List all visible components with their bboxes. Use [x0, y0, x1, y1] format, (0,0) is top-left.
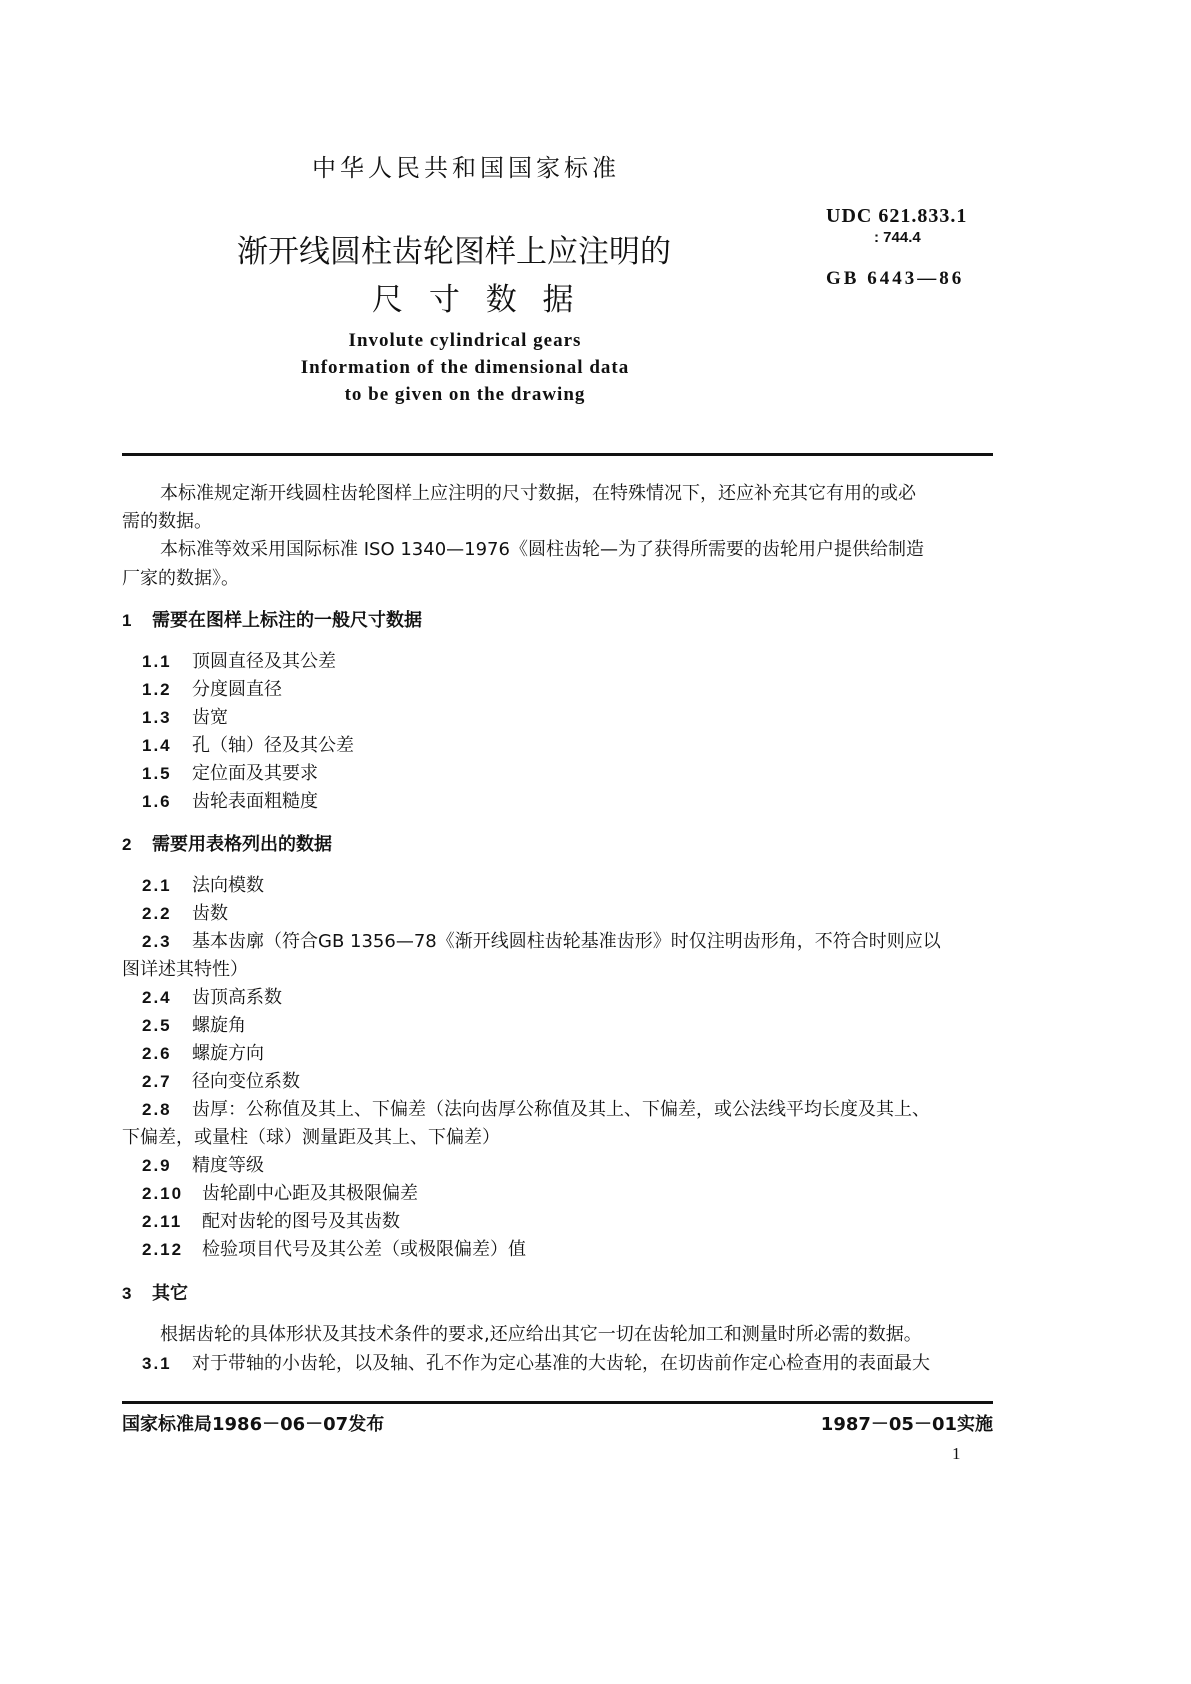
item-number: 2.4 — [142, 988, 172, 1007]
list-item — [142, 703, 228, 729]
page-number: 1 — [952, 1444, 961, 1463]
item-text: 检验项目代号及其公差（或极限偏差）值 — [202, 1239, 526, 1260]
intro-p2-line2: 厂家的数据》。 — [122, 568, 239, 589]
section-title: 其它 — [152, 1283, 188, 1304]
footer-divider — [122, 1401, 993, 1404]
item-text: 齿轮表面粗糙度 — [192, 791, 318, 812]
item-number: 2.11 — [142, 1212, 183, 1231]
list-item — [142, 983, 282, 1009]
item-text: 法向模数 — [192, 875, 264, 896]
item-number: 2.6 — [142, 1044, 172, 1063]
item-text: 螺旋方向 — [192, 1043, 264, 1064]
list-item — [142, 787, 318, 813]
list-item — [142, 1151, 264, 1177]
item-number: 1.6 — [142, 792, 172, 811]
intro-p1-line2: 需的数据。 — [122, 511, 212, 532]
intro-p1-line1: 本标准规定渐开线圆柱齿轮图样上应注明的尺寸数据，在特殊情况下，还应补充其它有用的或必 — [160, 483, 916, 504]
item-text: 顶圆直径及其公差 — [192, 651, 336, 672]
section-3-paragraph: 根据齿轮的具体形状及其技术条件的要求,还应给出其它一切在齿轮加工和测量时所必需的数据。 — [160, 1324, 922, 1345]
list-item-continuation: 下偏差，或量柱（球）测量距及其上、下偏差） — [122, 1127, 500, 1148]
list-item — [142, 1039, 264, 1065]
item-text: 分度圆直径 — [192, 679, 282, 700]
item-number: 2.12 — [142, 1240, 184, 1259]
item-text: 定位面及其要求 — [192, 763, 318, 784]
list-item — [142, 675, 282, 701]
item-text: 对于带轴的小齿轮，以及轴、孔不作为定心基准的大齿轮，在切齿前作定心检查用的表面最大 — [192, 1353, 930, 1374]
item-number: 1.5 — [142, 764, 172, 783]
item-number: 1.3 — [142, 708, 172, 727]
item-text: 径向变位系数 — [192, 1071, 300, 1092]
section-3-heading — [122, 1279, 188, 1305]
item-number: 1.1 — [142, 652, 172, 671]
item-number: 2.2 — [142, 904, 172, 923]
section-title: 需要在图样上标注的一般尺寸数据 — [152, 610, 422, 631]
list-item — [142, 1011, 246, 1037]
list-item — [142, 871, 264, 897]
item-number: 2.8 — [142, 1100, 172, 1119]
list-item — [142, 1095, 930, 1121]
english-title-line3: to be given on the drawing — [344, 384, 586, 405]
udc-code-cont: : 744.4 — [874, 229, 921, 246]
list-item — [142, 1067, 300, 1093]
section-title: 需要用表格列出的数据 — [152, 834, 332, 855]
item-text: 孔（轴）径及其公差 — [192, 735, 354, 756]
section-2-heading — [122, 830, 332, 856]
item-text: 齿数 — [192, 903, 228, 924]
effective-date: 1987－05－01实施 — [820, 1414, 993, 1435]
section-1-heading — [122, 606, 422, 632]
item-number: 2.7 — [142, 1072, 172, 1091]
item-number: 1.4 — [142, 736, 172, 755]
item-text: 基本齿廓（符合GB 1356—78《渐开线圆柱齿轮基准齿形》时仅注明齿形角，不符合时则应以 — [192, 931, 941, 952]
item-number: 2.10 — [142, 1184, 184, 1203]
item-text: 螺旋角 — [192, 1015, 246, 1036]
item-text: 齿厚：公称值及其上、下偏差（法向齿厚公称值及其上、下偏差，或公法线平均长度及其上、 — [192, 1099, 930, 1120]
intro-p2-line1: 本标准等效采用国际标准 ISO 1340—1976《圆柱齿轮—为了获得所需要的齿轮用户提供给制造 — [160, 539, 924, 560]
list-item — [142, 1349, 930, 1375]
list-item — [142, 1179, 418, 1205]
item-number: 1.2 — [142, 680, 172, 699]
item-text: 配对齿轮的图号及其齿数 — [202, 1211, 400, 1232]
national-standard-heading: 中华人民共和国国家标准 — [312, 154, 620, 182]
item-number: 2.1 — [142, 876, 172, 895]
list-item — [142, 731, 354, 757]
item-number: 3.1 — [142, 1354, 172, 1373]
list-item — [142, 1235, 526, 1261]
english-title-line1: Involute cylindrical gears — [348, 330, 582, 351]
item-text: 齿轮副中心距及其极限偏差 — [202, 1183, 418, 1204]
section-number: 2 — [122, 835, 134, 854]
item-text: 精度等级 — [192, 1155, 264, 1176]
list-item — [142, 759, 318, 785]
section-number: 3 — [122, 1284, 134, 1303]
english-title-line2: Information of the dimensional data — [300, 357, 630, 378]
list-item-continuation: 图详述其特性） — [122, 959, 248, 980]
item-text: 齿宽 — [192, 707, 228, 728]
header-divider — [122, 453, 993, 456]
document-title-line1: 渐开线圆柱齿轮图样上应注明的 — [237, 234, 671, 270]
item-number: 2.5 — [142, 1016, 172, 1035]
item-text: 齿顶高系数 — [192, 987, 282, 1008]
gb-code: GB 6443—86 — [826, 268, 965, 289]
udc-code: UDC 621.833.1 — [826, 205, 968, 227]
list-item — [142, 899, 228, 925]
list-item — [142, 647, 336, 673]
document-title-line2: 尺 寸 数 据 — [372, 282, 582, 318]
issued-date: 国家标准局1986－06－07发布 — [122, 1414, 385, 1435]
list-item — [142, 1207, 400, 1233]
item-number: 2.9 — [142, 1156, 172, 1175]
item-number: 2.3 — [142, 932, 172, 951]
list-item — [142, 927, 941, 953]
section-number: 1 — [122, 611, 134, 630]
